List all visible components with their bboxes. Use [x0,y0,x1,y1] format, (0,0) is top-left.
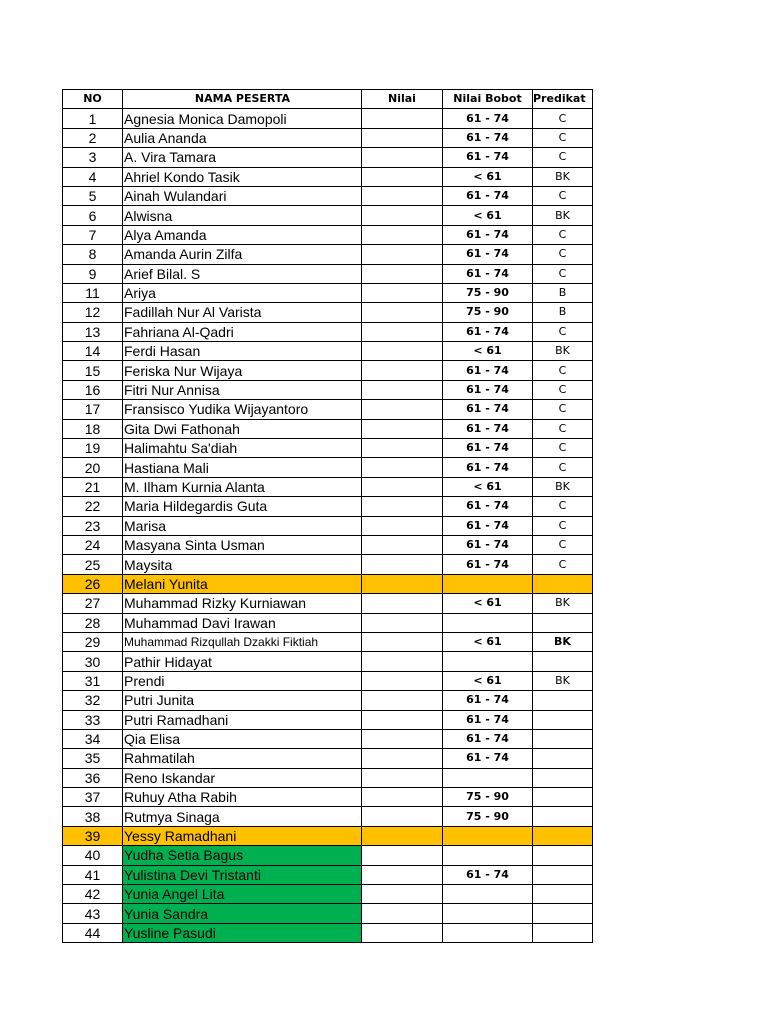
nilai-bobot-cell[interactable]: < 61 [443,671,533,690]
name-cell[interactable]: Maria Hildegardis Guta [123,497,362,516]
name-cell[interactable]: Fahriana Al-Qadri [123,322,362,341]
nilai-cell[interactable] [362,535,443,554]
nilai-cell[interactable] [362,497,443,516]
name-cell[interactable]: Putri Ramadhani [123,710,362,729]
nilai-bobot-cell[interactable]: 61 - 74 [443,439,533,458]
header-nama-peserta: NAMA PESERTA [123,90,362,109]
name-cell[interactable]: Ainah Wulandari [123,186,362,205]
nilai-cell[interactable] [362,729,443,748]
nilai-cell[interactable] [362,477,443,496]
nilai-cell[interactable] [362,458,443,477]
predikat-cell[interactable] [533,691,593,710]
table-row [63,186,593,205]
name-cell[interactable]: Agnesia Monica Damopoli [123,109,362,128]
nilai-bobot-cell[interactable] [443,846,533,865]
nilai-cell[interactable] [362,380,443,399]
no-cell[interactable]: 42 [63,885,123,904]
nilai-cell[interactable] [362,632,443,651]
predikat-cell[interactable] [533,807,593,826]
name-cell[interactable]: Muhammad Rizky Kurniawan [123,594,362,613]
nilai-bobot-cell[interactable]: 61 - 74 [443,225,533,244]
predikat-cell[interactable]: C [533,497,593,516]
table-row [63,206,593,225]
predikat-cell[interactable] [533,613,593,632]
no-cell[interactable]: 26 [63,574,123,593]
nilai-bobot-cell[interactable]: 61 - 74 [443,264,533,283]
name-cell[interactable]: Aulia Ananda [123,128,362,147]
name-cell[interactable]: Ahriel Kondo Tasik [123,167,362,186]
no-cell[interactable]: 38 [63,807,123,826]
predikat-cell[interactable]: BK [533,671,593,690]
nilai-bobot-cell[interactable]: < 61 [443,206,533,225]
table-row [63,826,593,845]
nilai-bobot-cell[interactable]: < 61 [443,342,533,361]
nilai-cell[interactable] [362,148,443,167]
nilai-bobot-cell[interactable]: 61 - 74 [443,729,533,748]
nilai-bobot-cell[interactable]: < 61 [443,167,533,186]
table-row [63,749,593,768]
predikat-cell[interactable]: C [533,439,593,458]
nilai-bobot-cell[interactable]: 61 - 74 [443,380,533,399]
no-cell[interactable]: 34 [63,729,123,748]
name-cell[interactable]: Fitri Nur Annisa [123,380,362,399]
nilai-cell[interactable] [362,361,443,380]
predikat-cell[interactable]: BK [533,167,593,186]
table-row [63,671,593,690]
no-cell[interactable]: 27 [63,594,123,613]
nilai-cell[interactable] [362,400,443,419]
nilai-cell[interactable] [362,904,443,923]
no-cell[interactable]: 5 [63,186,123,205]
nilai-cell[interactable] [362,516,443,535]
nilai-bobot-cell[interactable]: 61 - 74 [443,535,533,554]
name-cell[interactable]: Muhammad Rizqullah Dzakki Fiktiah [123,632,362,651]
nilai-bobot-cell[interactable]: 61 - 74 [443,516,533,535]
nilai-bobot-cell[interactable]: 61 - 74 [443,245,533,264]
name-cell[interactable]: Melani Yunita [123,574,362,593]
name-cell[interactable]: Muhammad Davi Irawan [123,613,362,632]
header-row [63,90,593,109]
nilai-cell[interactable] [362,322,443,341]
no-cell[interactable]: 31 [63,671,123,690]
header-nilai: Nilai [362,90,443,109]
name-cell[interactable]: Fransisco Yudika Wijayantoro [123,400,362,419]
nilai-cell[interactable] [362,923,443,942]
table-row [63,788,593,807]
nilai-cell[interactable] [362,710,443,729]
no-cell[interactable]: 39 [63,826,123,845]
predikat-cell[interactable]: C [533,361,593,380]
header-predikat: Predikat [533,90,593,109]
name-cell[interactable]: Marisa [123,516,362,535]
table-row [63,574,593,593]
nilai-bobot-cell[interactable]: < 61 [443,477,533,496]
no-cell[interactable]: 7 [63,225,123,244]
header-nilai-bobot: Nilai Bobot [443,90,533,109]
no-cell[interactable]: 11 [63,283,123,302]
predikat-cell[interactable]: C [533,264,593,283]
table-row [63,729,593,748]
predikat-cell[interactable]: BK [533,632,593,651]
no-cell[interactable]: 43 [63,904,123,923]
name-cell[interactable]: Ruhuy Atha Rabih [123,788,362,807]
nilai-bobot-cell[interactable]: 61 - 74 [443,749,533,768]
table-row [63,225,593,244]
table-row [63,613,593,632]
table-row [63,322,593,341]
name-cell[interactable]: Prendi [123,671,362,690]
predikat-cell[interactable]: C [533,516,593,535]
nilai-cell[interactable] [362,652,443,671]
table-row [63,303,593,322]
predikat-cell[interactable]: C [533,535,593,554]
no-cell[interactable]: 30 [63,652,123,671]
nilai-bobot-cell[interactable] [443,613,533,632]
no-cell[interactable]: 44 [63,923,123,942]
table-row [63,923,593,942]
nilai-cell[interactable] [362,186,443,205]
nilai-cell[interactable] [362,807,443,826]
name-cell[interactable]: Hastiana Mali [123,458,362,477]
name-cell[interactable]: Yusline Pasudi [123,923,362,942]
nilai-bobot-cell[interactable]: 61 - 74 [443,128,533,147]
name-cell[interactable]: Arief Bilal. S [123,264,362,283]
nilai-cell[interactable] [362,303,443,322]
no-cell[interactable]: 35 [63,749,123,768]
predikat-cell[interactable] [533,788,593,807]
no-cell[interactable]: 19 [63,439,123,458]
predikat-cell[interactable]: BK [533,206,593,225]
predikat-cell[interactable] [533,710,593,729]
table-row [63,283,593,302]
no-cell[interactable]: 1 [63,109,123,128]
table-row [63,264,593,283]
table-row [63,497,593,516]
table-row [63,865,593,884]
no-cell[interactable]: 13 [63,322,123,341]
no-cell[interactable]: 22 [63,497,123,516]
table-row [63,691,593,710]
table-row [63,904,593,923]
nilai-bobot-cell[interactable]: 61 - 74 [443,865,533,884]
nilai-bobot-cell[interactable] [443,574,533,593]
table-row [63,652,593,671]
no-cell[interactable]: 28 [63,613,123,632]
no-cell[interactable]: 20 [63,458,123,477]
name-cell[interactable]: Reno Iskandar [123,768,362,787]
nilai-cell[interactable] [362,419,443,438]
no-cell[interactable]: 36 [63,768,123,787]
nilai-cell[interactable] [362,788,443,807]
name-cell[interactable]: Gita Dwi Fathonah [123,419,362,438]
name-cell[interactable]: Rutmya Sinaga [123,807,362,826]
no-cell[interactable]: 41 [63,865,123,884]
no-cell[interactable]: 8 [63,245,123,264]
predikat-cell[interactable] [533,749,593,768]
nilai-bobot-cell[interactable]: 61 - 74 [443,109,533,128]
name-cell[interactable]: Ferdi Hasan [123,342,362,361]
name-cell[interactable]: Pathir Hidayat [123,652,362,671]
nilai-cell[interactable] [362,245,443,264]
table-row [63,846,593,865]
nilai-cell[interactable] [362,167,443,186]
nilai-bobot-cell[interactable]: 61 - 74 [443,148,533,167]
no-cell[interactable]: 21 [63,477,123,496]
nilai-bobot-cell[interactable]: 61 - 74 [443,691,533,710]
table-row [63,594,593,613]
table-row [63,632,593,651]
no-cell[interactable]: 29 [63,632,123,651]
table-row [63,109,593,128]
table-row [63,885,593,904]
nilai-cell[interactable] [362,128,443,147]
nilai-bobot-cell[interactable]: 61 - 74 [443,400,533,419]
nilai-cell[interactable] [362,283,443,302]
name-cell[interactable]: Fadillah Nur Al Varista [123,303,362,322]
predikat-cell[interactable]: C [533,148,593,167]
name-cell[interactable]: Yessy Ramadhani [123,826,362,845]
nilai-bobot-cell[interactable]: 75 - 90 [443,283,533,302]
name-cell[interactable]: Ariya [123,283,362,302]
table-row [63,768,593,787]
name-cell[interactable]: Masyana Sinta Usman [123,535,362,554]
no-cell[interactable]: 25 [63,555,123,574]
table-row [63,400,593,419]
table-row [63,167,593,186]
nilai-bobot-cell[interactable]: 61 - 74 [443,186,533,205]
predikat-cell[interactable]: C [533,322,593,341]
nilai-cell[interactable] [362,846,443,865]
table-row [63,439,593,458]
table-row [63,361,593,380]
nilai-cell[interactable] [362,826,443,845]
predikat-cell[interactable] [533,768,593,787]
no-cell[interactable]: 9 [63,264,123,283]
participant-table [62,89,593,943]
table-row [63,148,593,167]
nilai-bobot-cell[interactable]: 61 - 74 [443,555,533,574]
predikat-cell[interactable]: C [533,400,593,419]
name-cell[interactable]: Yunia Sandra [123,904,362,923]
name-cell[interactable]: Putri Junita [123,691,362,710]
no-cell[interactable]: 32 [63,691,123,710]
nilai-bobot-cell[interactable]: 61 - 74 [443,710,533,729]
name-cell[interactable]: M. Ilham Kurnia Alanta [123,477,362,496]
table-row [63,535,593,554]
no-cell[interactable]: 15 [63,361,123,380]
predikat-cell[interactable] [533,865,593,884]
no-cell[interactable]: 12 [63,303,123,322]
predikat-cell[interactable]: C [533,225,593,244]
predikat-cell[interactable] [533,729,593,748]
predikat-cell[interactable]: C [533,419,593,438]
nilai-cell[interactable] [362,885,443,904]
no-cell[interactable]: 23 [63,516,123,535]
predikat-cell[interactable]: B [533,303,593,322]
predikat-cell[interactable]: BK [533,594,593,613]
nilai-bobot-cell[interactable] [443,826,533,845]
no-cell[interactable]: 24 [63,535,123,554]
table-row [63,419,593,438]
nilai-bobot-cell[interactable]: < 61 [443,594,533,613]
predikat-cell[interactable]: BK [533,477,593,496]
nilai-cell[interactable] [362,613,443,632]
nilai-bobot-cell[interactable]: 75 - 90 [443,788,533,807]
name-cell[interactable]: Feriska Nur Wijaya [123,361,362,380]
no-cell[interactable]: 17 [63,400,123,419]
table-row [63,342,593,361]
nilai-bobot-cell[interactable] [443,652,533,671]
no-cell[interactable]: 33 [63,710,123,729]
nilai-bobot-cell[interactable] [443,923,533,942]
name-cell[interactable]: A. Vira Tamara [123,148,362,167]
nilai-bobot-cell[interactable]: 61 - 74 [443,322,533,341]
nilai-bobot-cell[interactable]: 75 - 90 [443,303,533,322]
predikat-cell[interactable] [533,574,593,593]
predikat-cell[interactable] [533,885,593,904]
predikat-cell[interactable]: C [533,128,593,147]
nilai-cell[interactable] [362,865,443,884]
nilai-cell[interactable] [362,439,443,458]
predikat-cell[interactable] [533,826,593,845]
name-cell[interactable]: Maysita [123,555,362,574]
nilai-bobot-cell[interactable]: 61 - 74 [443,361,533,380]
nilai-cell[interactable] [362,342,443,361]
no-cell[interactable]: 37 [63,788,123,807]
table-row [63,807,593,826]
no-cell[interactable]: 18 [63,419,123,438]
nilai-bobot-cell[interactable]: 61 - 74 [443,419,533,438]
nilai-cell[interactable] [362,768,443,787]
name-cell[interactable]: Rahmatilah [123,749,362,768]
nilai-cell[interactable] [362,555,443,574]
predikat-cell[interactable]: C [533,555,593,574]
name-cell[interactable]: Amanda Aurin Zilfa [123,245,362,264]
table-row [63,555,593,574]
table-row [63,477,593,496]
predikat-cell[interactable] [533,846,593,865]
predikat-cell[interactable]: C [533,380,593,399]
nilai-cell[interactable] [362,264,443,283]
no-cell[interactable]: 4 [63,167,123,186]
name-cell[interactable]: Qia Elisa [123,729,362,748]
nilai-bobot-cell[interactable]: 61 - 74 [443,458,533,477]
table-row [63,710,593,729]
no-cell[interactable]: 3 [63,148,123,167]
nilai-cell[interactable] [362,225,443,244]
name-cell[interactable]: Alya Amanda [123,225,362,244]
table-row [63,516,593,535]
name-cell[interactable]: Yunia Angel Lita [123,885,362,904]
no-cell[interactable]: 16 [63,380,123,399]
predikat-cell[interactable]: BK [533,342,593,361]
table-row [63,245,593,264]
no-cell[interactable]: 2 [63,128,123,147]
nilai-bobot-cell[interactable]: 75 - 90 [443,807,533,826]
table-row [63,380,593,399]
nilai-cell[interactable] [362,594,443,613]
nilai-cell[interactable] [362,109,443,128]
table-row [63,458,593,477]
name-cell[interactable]: Yulistina Devi Tristanti [123,865,362,884]
nilai-cell[interactable] [362,671,443,690]
predikat-cell[interactable] [533,652,593,671]
no-cell[interactable]: 40 [63,846,123,865]
no-cell[interactable]: 6 [63,206,123,225]
nilai-cell[interactable] [362,749,443,768]
predikat-cell[interactable]: C [533,109,593,128]
predikat-cell[interactable]: C [533,245,593,264]
name-cell[interactable]: Yudha Setia Bagus [123,846,362,865]
nilai-bobot-cell[interactable]: 61 - 74 [443,497,533,516]
nilai-bobot-cell[interactable] [443,768,533,787]
predikat-cell[interactable] [533,923,593,942]
nilai-bobot-cell[interactable] [443,885,533,904]
name-cell[interactable]: Halimahtu Sa'diah [123,439,362,458]
header-no: NO [63,90,123,109]
predikat-cell[interactable] [533,904,593,923]
nilai-bobot-cell[interactable]: < 61 [443,632,533,651]
nilai-cell[interactable] [362,574,443,593]
predikat-cell[interactable]: C [533,458,593,477]
nilai-cell[interactable] [362,691,443,710]
predikat-cell[interactable]: C [533,186,593,205]
nilai-bobot-cell[interactable] [443,904,533,923]
no-cell[interactable]: 14 [63,342,123,361]
predikat-cell[interactable]: B [533,283,593,302]
name-cell[interactable]: Alwisna [123,206,362,225]
table-row [63,128,593,147]
nilai-cell[interactable] [362,206,443,225]
